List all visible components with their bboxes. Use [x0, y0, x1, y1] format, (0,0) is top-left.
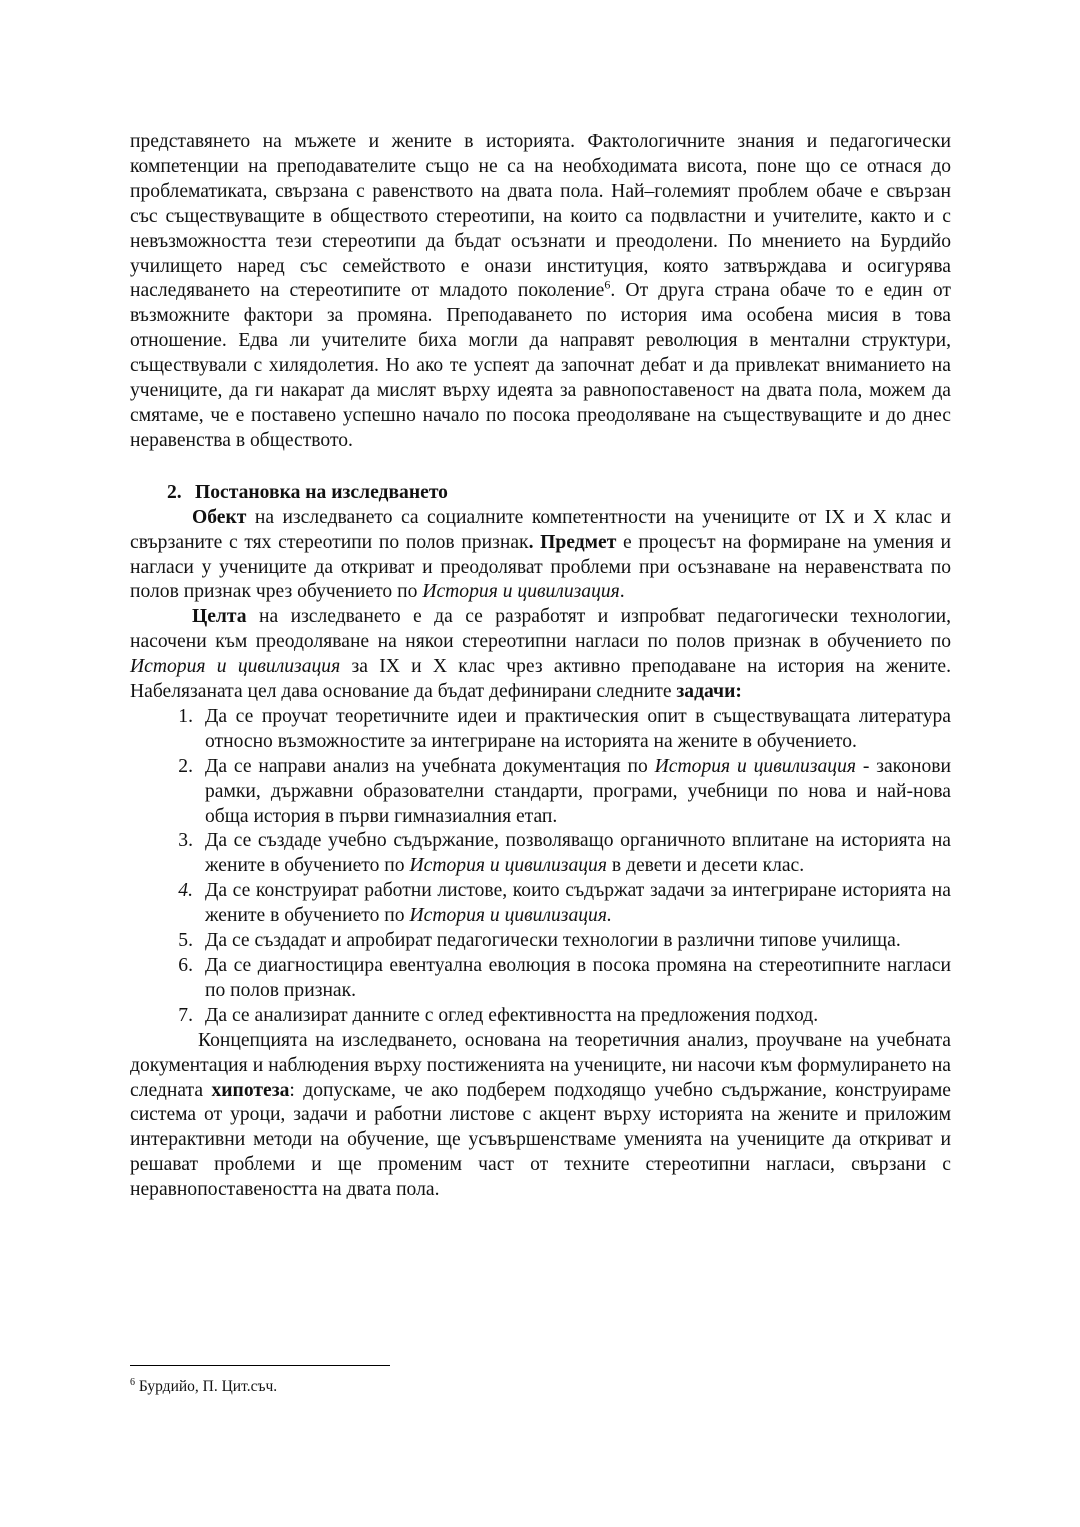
footnote-number: 6: [130, 1376, 135, 1388]
section-title: Постановка на изследването: [195, 481, 448, 503]
list-item: 6. Да се диагностицира евентуална еволюция в посока промяна на стереотипните нагласи по полов признак.: [178, 955, 951, 1001]
section-number: 2.: [167, 481, 182, 503]
list-item: 2. Да се направи анализ на учебната документация по История и цивилизация - законови рамки, държавни образователни стандарти, програми, учебници по нова и най-нова обща история в първи гимназиалния етап.: [178, 755, 951, 827]
list-item: 7. Да се анализират данните с оглед ефективността на предложения подход.: [178, 1004, 819, 1026]
page-body: [130, 130, 951, 1203]
task-list: [130, 705, 951, 1029]
list-item: 3. Да се създаде учебно съдържание, позволяващо органичното вплитане на историята на жените в обучението по История и цивилизация в девети и десети клас.: [178, 830, 951, 877]
list-item: 5. Да се създадат и апробират педагогически технологии в различни типове училища.: [178, 930, 901, 952]
list-item: 1. Да се проучат теоретичните идеи и практическия опит в съществуващата литература относно възможностите за интегриране на историята на жените в обучението.: [178, 705, 951, 752]
footnote-separator: [130, 1365, 390, 1366]
list-item: 4. Да се конструират работни листове, които съдържат задачи за интегриране историята на жените в обучението по История и цивилизация.: [178, 880, 951, 927]
object-paragraph: Обект на изследването са социалните компетентности на учениците от IX и X клас и свързаните с тях стереотипи по полов признак. Предмет е процесът на формиране на умения и нагласи у учениците да откриват и преодоляват проблеми при осъзнаване на неравенствата по полов признак чрез обучението по История и цивилизация.: [130, 506, 951, 603]
goal-paragraph: Целта на изследването е да се разработят и изпробват педагогически технологии, насочени към преодоляване на някои стереотипни нагласи по полов признак в обучението по История и цивилизация за IX и X клас чрез активно преподаване на история на жените. Набелязаната цел дава основание да бъдат дефинирани следните задачи:: [130, 606, 952, 703]
intro-paragraph: представянето на мъжете и жените в историята. Фактологичните знания и педагогически компетенции на преподавателите също не са на необходимата висота, поне що се отнася до проблематиката, свързана с равенството на двата пола. Най–големият проблем обаче е свързан със съществуващите в обществото стереотипи, на които са подвластни и учителите, както и с невъзможността тези стереотипи да бъдат осъзнати и преодолени. По мнението на Бурдийо училището наред със семейството е онази институция, която затвърждава и осигурява наследяването на стереотипите от младото поколение$^6$. От друга страна обаче то е един от възможните фактори за промяна. Преподаването по история има особена мисия в това отношение. Едва ли учителите биха могли да направят революция в ментални структури, съществували с хилядолетия. Но ако те успеят да започнат дебат и да привлекат вниманието на учениците, да ги накарат да мислят върху идеята за равнопоставеност на двата пола, можем да смятаме, че е поставено успешно начало по посока преодоляване на съществуващите и до днес неравенства в обществото.: [130, 131, 951, 451]
hypothesis-paragraph: Концепцията на изследването, основана на теоретичния анализ, проучване на учебната документация и наблюдения върху постиженията на учениците, ни насочи към формулирането на следната хипотеза: допускаме, че ако подберем подходящо учебно съдържание, конструираме система от уроци, задачи и работни листове с акцент върху историята на жените и приложим интерактивни методи на обучение, ще усъвършенстваме уменията на учениците да откриват и решават проблеми и ще променим част от техните стереотипни нагласи, свързани с неравнопоставеността на двата пола.: [130, 1029, 951, 1201]
footnote-reference[interactable]: 6: [604, 277, 611, 292]
footnote-text: Бурдийо, П. Цит.съч.: [135, 1378, 278, 1395]
section-heading: [130, 481, 951, 506]
footnote: [130, 1377, 277, 1397]
